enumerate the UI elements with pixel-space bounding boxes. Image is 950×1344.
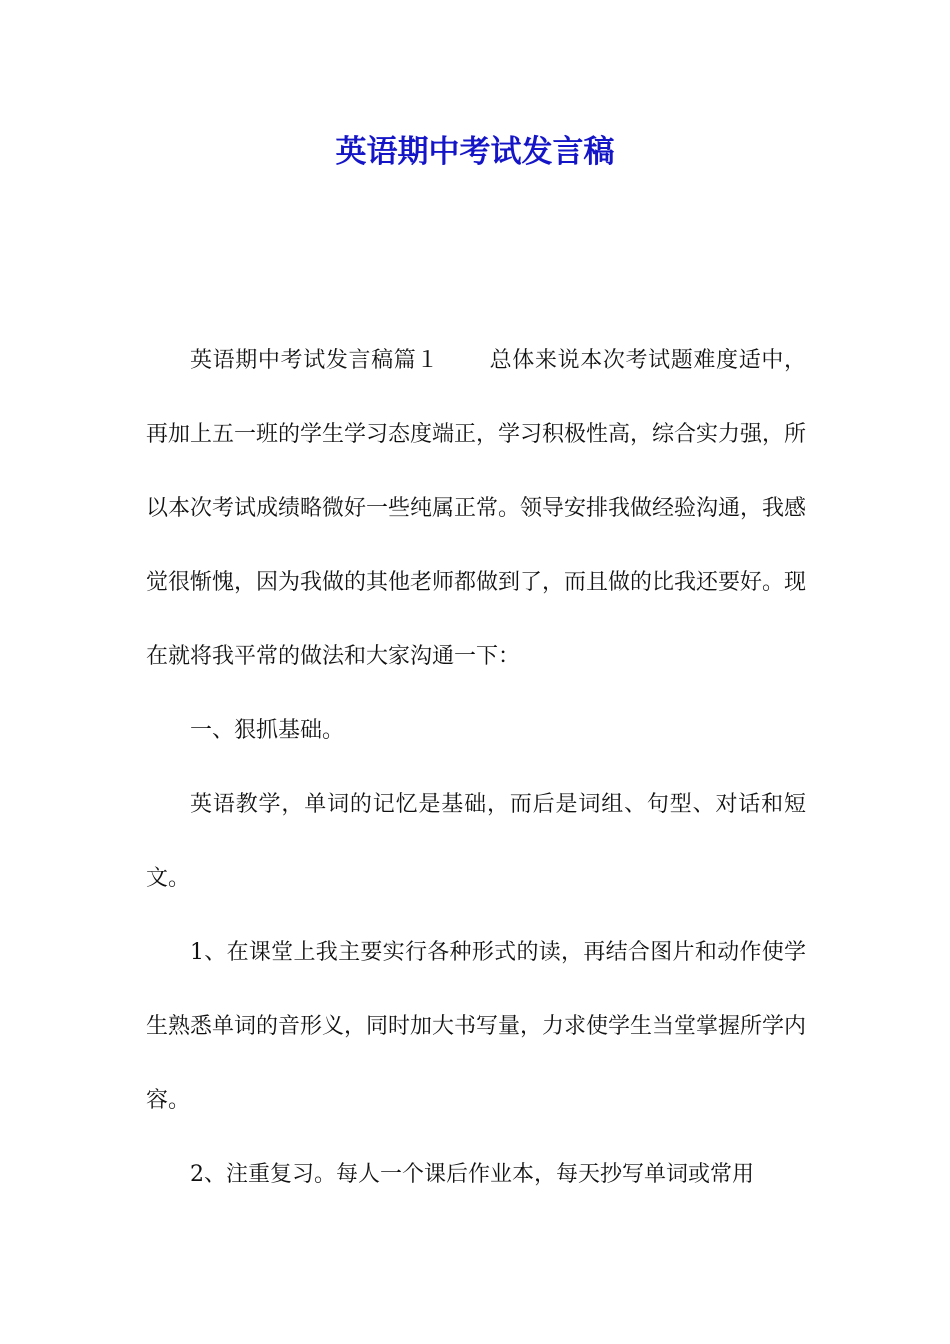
document-title: 英语期中考试发言稿 [335, 134, 615, 170]
document-body [146, 324, 806, 1212]
paragraph-intro [146, 324, 806, 694]
paragraph-text: 总体来说本次考试题难度适中，再加上五一班的学生学习态度端正，学习积极性高，综合实力强，所以本次考试成绩略微好一些纯属正常。领导安排我做经验沟通，我感觉很惭愧，因为我做的其他老师都做到了，而且做的比我还要好。现在就将我平常的做法和大家沟通一下： [146, 348, 807, 669]
paragraph-point-one: 一、狠抓基础。 [190, 718, 345, 743]
paragraph-item-1: 1、在课堂上我主要实行各种形式的读，再结合图片和动作使学生熟悉单词的音形义，同时加大书写量，力求使学生当堂掌握所学内容。 [146, 940, 807, 1113]
paragraph-basics: 英语教学，单词的记忆是基础，而后是词组、句型、对话和短文。 [146, 792, 806, 891]
paragraph-item-2: 2、注重复习。每人一个课后作业本，每天抄写单词或常用 [190, 1162, 754, 1187]
section-heading: 英语期中考试发言稿篇１ [190, 348, 440, 373]
